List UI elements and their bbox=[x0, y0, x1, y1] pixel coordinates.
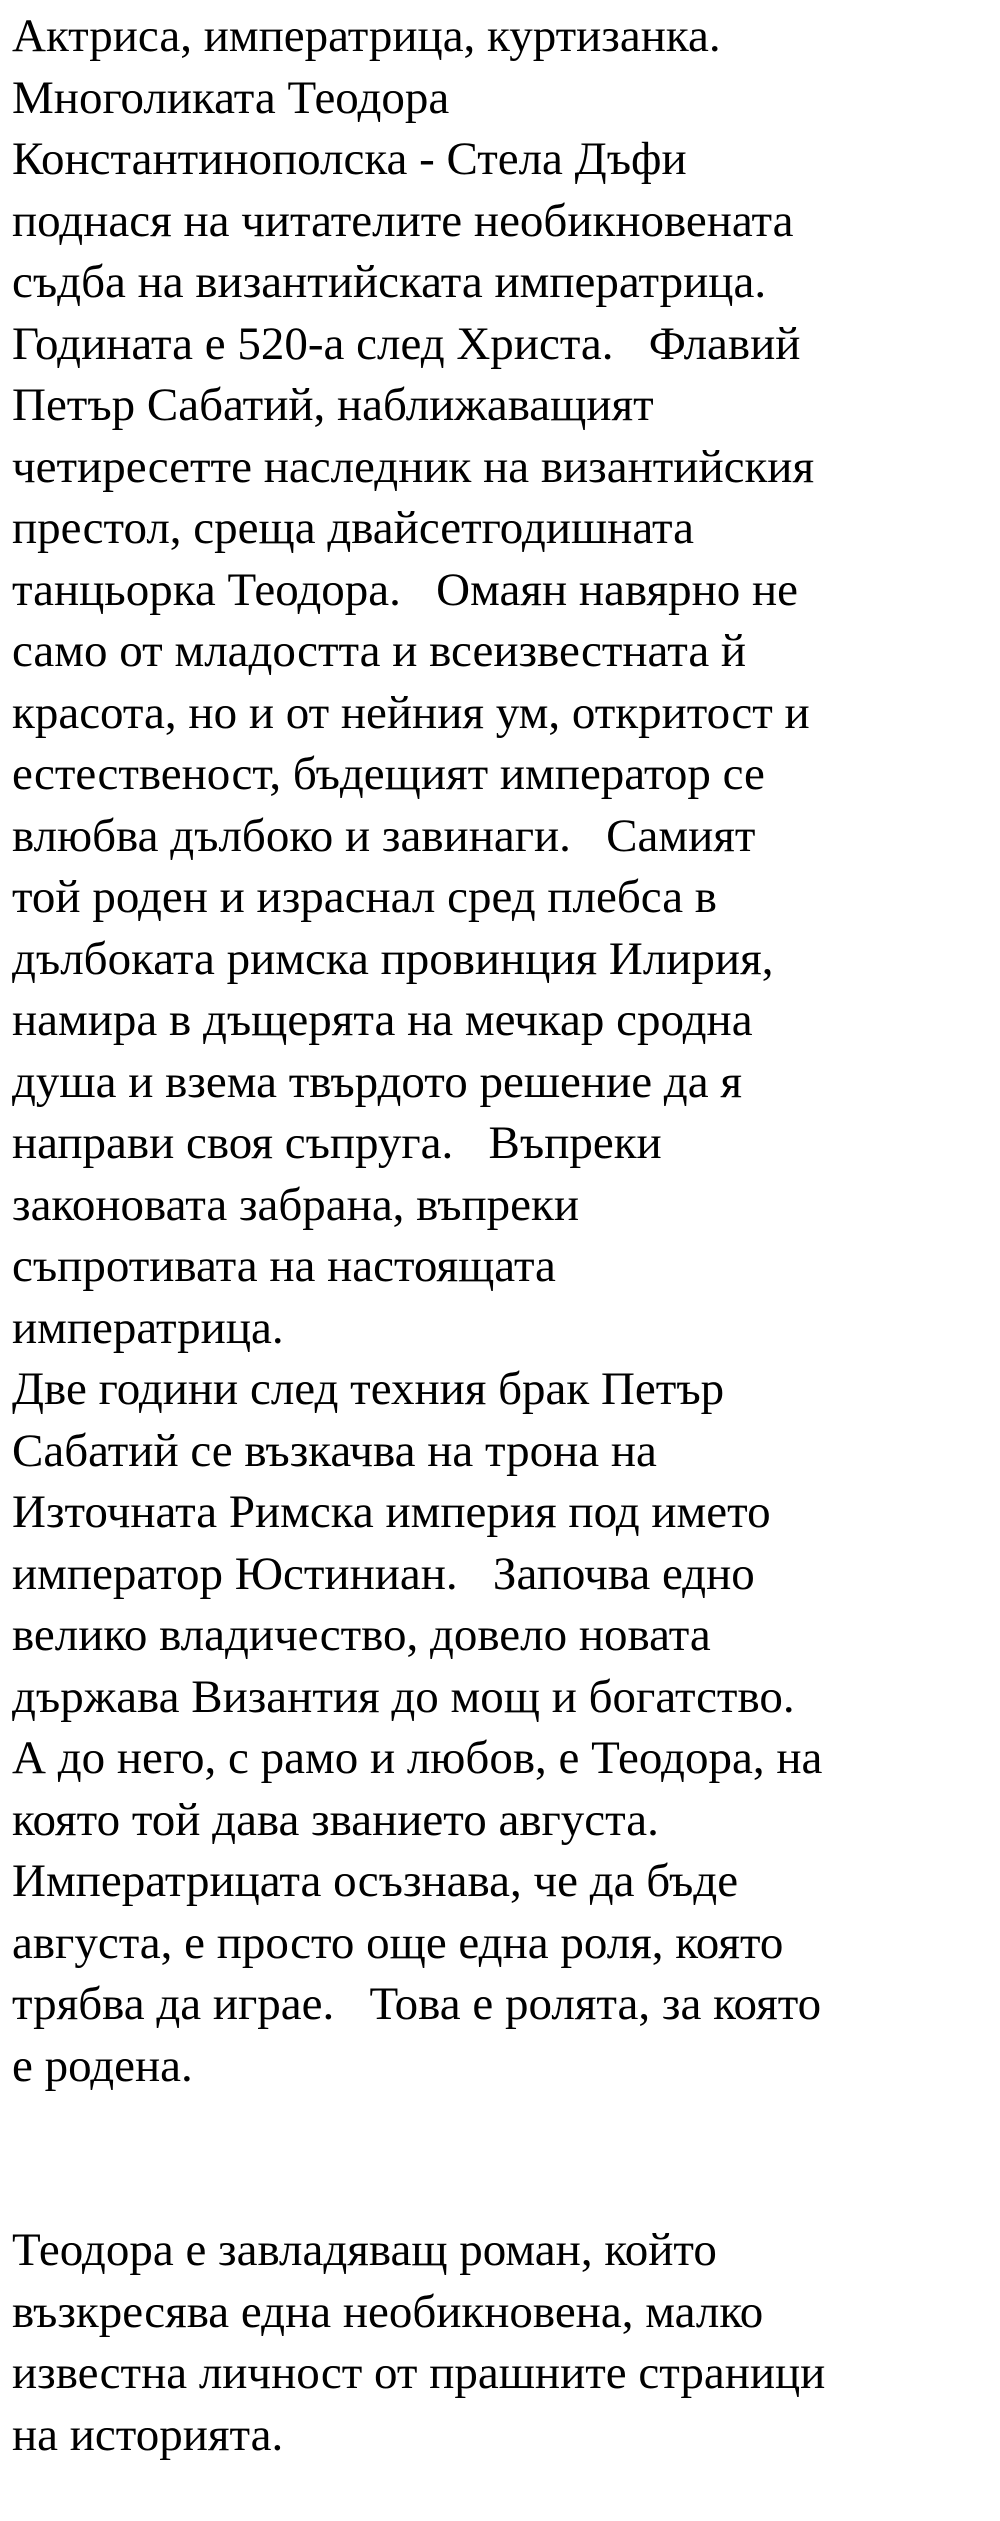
paragraph-summary: Теодора е завладяващ роман, който възкресява една необикновена, малко известна личност от прашните страници на историята. bbox=[12, 2224, 826, 2461]
document-page bbox=[12, 6, 987, 2466]
paragraph-reign: Две години след техния брак Петър Сабатий се възкачва на трона на Източната Римска империя под името император Юстиниан. Започва едно велико владичество, довело новата държава Византия до мощ и богатство. А до него, с рамо и любов, е Теодора, на която той дава званието августа. Императрицата осъзнава, че да бъде августа, е просто още една роля, която трябва да играе. Това е ролята, за която е родена. bbox=[12, 1363, 823, 2092]
paragraph-spacer bbox=[12, 2097, 987, 2220]
paragraph-intro: Актриса, императрица, куртизанка. Многоликата Теодора Константинополска - Стела Дъфи поднася на читателите необикновената съдба на византийската императрица. Годината е 520-а след Христа. Флавий Петър Сабатий, наближаващият четиресетте наследник на византийския престол, среща двайсетгодишната танцьорка Теодора. Омаян навярно не само от младостта и всеизвестната й красота, но и от нейния ум, откритост и естественост, бъдещият император се влюбва дълбоко и завинаги. Самият той роден и израснал сред плебса в дълбоката римска провинция Илирия, намира в дъщерята на мечкар сродна душа и взема твърдото решение да я направи своя съпруга. Въпреки законовата забрана, въпреки съпротивата на настоящата императрица. bbox=[12, 10, 815, 1354]
